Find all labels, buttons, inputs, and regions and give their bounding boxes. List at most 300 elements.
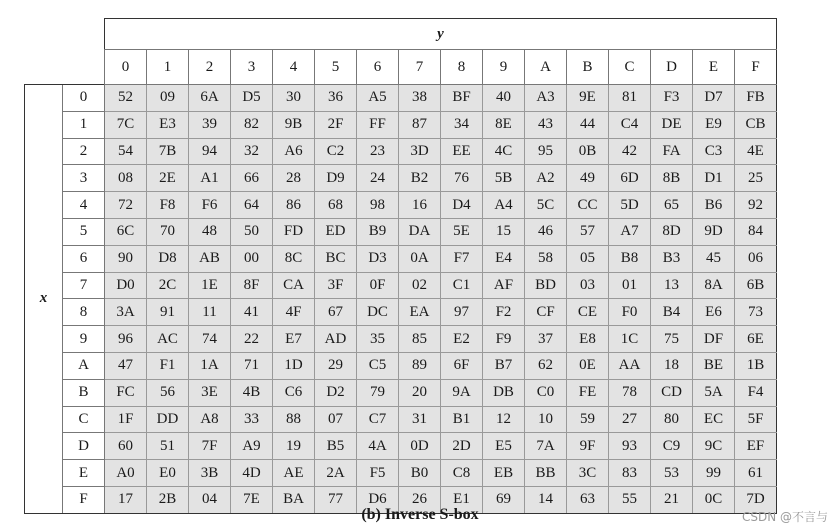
sbox-cell: F2 [483,299,525,326]
sbox-cell: 2E [147,165,189,192]
sbox-cell: FC [105,379,147,406]
sbox-cell: 3B [189,460,231,487]
sbox-cell: BA [273,486,315,513]
sbox-cell: 02 [399,272,441,299]
sbox-cell: 2D [441,433,483,460]
column-header: 9 [483,50,525,85]
sbox-cell: DF [693,326,735,353]
sbox-cell: 99 [693,460,735,487]
sbox-cell: 1C [609,326,651,353]
sbox-cell: 19 [273,433,315,460]
column-header: E [693,50,735,85]
sbox-cell: 84 [735,218,777,245]
sbox-cell: 41 [231,299,273,326]
row-header: 4 [63,192,105,219]
sbox-cell: 3D [399,138,441,165]
sbox-cell: B1 [441,406,483,433]
sbox-cell: 43 [525,111,567,138]
sbox-cell: D2 [315,379,357,406]
table-row [25,433,777,460]
sbox-cell: 9E [567,85,609,112]
sbox-cell: FD [273,218,315,245]
sbox-cell: EA [399,299,441,326]
sbox-cell: B3 [651,245,693,272]
sbox-cell: FB [735,85,777,112]
table-row [25,245,777,272]
sbox-cell: CB [735,111,777,138]
sbox-cell: BF [441,85,483,112]
table-row [25,192,777,219]
sbox-cell: 86 [273,192,315,219]
sbox-cell: C6 [273,379,315,406]
table-row [25,272,777,299]
sbox-cell: C3 [693,138,735,165]
sbox-cell: 21 [651,486,693,513]
sbox-cell: AB [189,245,231,272]
sbox-cell: 05 [567,245,609,272]
sbox-cell: F5 [357,460,399,487]
sbox-cell: 94 [189,138,231,165]
table-row [25,352,777,379]
sbox-cell: 2F [315,111,357,138]
sbox-cell: 22 [231,326,273,353]
sbox-cell: C5 [357,352,399,379]
table-row [25,460,777,487]
sbox-cell: 5E [441,218,483,245]
column-header: D [651,50,693,85]
sbox-cell: 1B [735,352,777,379]
sbox-cell: D4 [441,192,483,219]
sbox-cell: B9 [357,218,399,245]
sbox-cell: F0 [609,299,651,326]
sbox-cell: 5A [693,379,735,406]
sbox-cell: BE [693,352,735,379]
sbox-cell: 3C [567,460,609,487]
sbox-cell: 1F [105,406,147,433]
sbox-cell: 93 [609,433,651,460]
sbox-cell: DA [399,218,441,245]
sbox-cell: 53 [651,460,693,487]
sbox-cell: EF [735,433,777,460]
sbox-cell: A7 [609,218,651,245]
sbox-cell: 00 [231,245,273,272]
sbox-cell: 97 [441,299,483,326]
sbox-cell: 28 [273,165,315,192]
sbox-cell: 25 [735,165,777,192]
sbox-cell: D8 [147,245,189,272]
sbox-cell: CA [273,272,315,299]
sbox-cell: 16 [399,192,441,219]
sbox-cell: 8E [483,111,525,138]
sbox-cell: 36 [315,85,357,112]
sbox-cell: 82 [231,111,273,138]
sbox-cell: 61 [735,460,777,487]
sbox-cell: A2 [525,165,567,192]
sbox-cell: DB [483,379,525,406]
sbox-cell: A4 [483,192,525,219]
sbox-cell: C9 [651,433,693,460]
sbox-cell: FA [651,138,693,165]
sbox-cell: 83 [609,460,651,487]
sbox-cell: 64 [231,192,273,219]
sbox-cell: 8A [693,272,735,299]
sbox-cell: D7 [693,85,735,112]
sbox-cell: 85 [399,326,441,353]
sbox-cell: 2A [315,460,357,487]
sbox-cell: 56 [147,379,189,406]
sbox-cell: 3F [315,272,357,299]
y-axis-label: y [105,19,777,50]
sbox-cell: 80 [651,406,693,433]
sbox-cell: E3 [147,111,189,138]
column-header: B [567,50,609,85]
sbox-cell: 74 [189,326,231,353]
row-header: 0 [63,85,105,112]
column-header: 3 [231,50,273,85]
sbox-cell: AD [315,326,357,353]
sbox-cell: 40 [483,85,525,112]
sbox-cell: 9C [693,433,735,460]
sbox-cell: 09 [147,85,189,112]
sbox-cell: FF [357,111,399,138]
inverse-sbox-table [24,18,777,514]
column-header: F [735,50,777,85]
sbox-cell: F1 [147,352,189,379]
sbox-cell: 3E [189,379,231,406]
sbox-cell: A6 [273,138,315,165]
sbox-cell: 20 [399,379,441,406]
sbox-cell: 24 [357,165,399,192]
sbox-cell: 88 [273,406,315,433]
sbox-cell: 0A [399,245,441,272]
sbox-cell: 0E [567,352,609,379]
column-header: 2 [189,50,231,85]
sbox-cell: 68 [315,192,357,219]
sbox-cell: 4B [231,379,273,406]
sbox-cell: E2 [441,326,483,353]
sbox-cell: 9B [273,111,315,138]
sbox-cell: AE [273,460,315,487]
row-header: 6 [63,245,105,272]
sbox-cell: 47 [105,352,147,379]
sbox-cell: CF [525,299,567,326]
sbox-cell: BB [525,460,567,487]
sbox-cell: 46 [525,218,567,245]
sbox-cell: DE [651,111,693,138]
sbox-cell: 48 [189,218,231,245]
sbox-cell: 5F [735,406,777,433]
sbox-cell: D9 [315,165,357,192]
sbox-cell: 7C [105,111,147,138]
table-row [25,299,777,326]
sbox-cell: 5C [525,192,567,219]
sbox-cell: 51 [147,433,189,460]
sbox-cell: 38 [399,85,441,112]
sbox-cell: 9D [693,218,735,245]
sbox-cell: CC [567,192,609,219]
sbox-cell: B7 [483,352,525,379]
sbox-cell: 6F [441,352,483,379]
column-header: 8 [441,50,483,85]
sbox-cell: 6E [735,326,777,353]
sbox-cell: 75 [651,326,693,353]
sbox-cell: 12 [483,406,525,433]
table-caption: (b) Inverse S-box [361,506,479,523]
sbox-cell: B6 [693,192,735,219]
sbox-cell: 70 [147,218,189,245]
sbox-cell: E5 [483,433,525,460]
sbox-cell: 29 [315,352,357,379]
sbox-cell: 8C [273,245,315,272]
sbox-cell: A5 [357,85,399,112]
sbox-cell: B5 [315,433,357,460]
sbox-cell: 6C [105,218,147,245]
sbox-cell: 91 [147,299,189,326]
sbox-cell: D6 [357,486,399,513]
sbox-cell: 96 [105,326,147,353]
sbox-cell: 1D [273,352,315,379]
column-header: A [525,50,567,85]
sbox-cell: 37 [525,326,567,353]
sbox-cell: 60 [105,433,147,460]
sbox-cell: 44 [567,111,609,138]
sbox-cell: D1 [693,165,735,192]
sbox-cell: C7 [357,406,399,433]
sbox-cell: B8 [609,245,651,272]
watermark: CSDN @不言与 [741,510,828,524]
row-header: B [63,379,105,406]
sbox-cell: BC [315,245,357,272]
sbox-cell: 92 [735,192,777,219]
sbox-cell: 49 [567,165,609,192]
sbox-cell: D3 [357,245,399,272]
sbox-cell: C1 [441,272,483,299]
row-header: 7 [63,272,105,299]
sbox-cell: CE [567,299,609,326]
column-header: C [609,50,651,85]
sbox-cell: 7D [735,486,777,513]
sbox-cell: AA [609,352,651,379]
column-header: 6 [357,50,399,85]
row-header: 9 [63,326,105,353]
sbox-cell: C4 [609,111,651,138]
sbox-cell: 8F [231,272,273,299]
table-row [25,326,777,353]
sbox-cell: BD [525,272,567,299]
table-row [25,218,777,245]
sbox-cell: 65 [651,192,693,219]
sbox-cell: 4A [357,433,399,460]
sbox-cell: 32 [231,138,273,165]
sbox-cell: 7B [147,138,189,165]
sbox-cell: 34 [441,111,483,138]
row-header: F [63,486,105,513]
sbox-cell: 3A [105,299,147,326]
column-header: 4 [273,50,315,85]
sbox-cell: 9F [567,433,609,460]
sbox-cell: EB [483,460,525,487]
table-row [25,85,777,112]
sbox-cell: 39 [189,111,231,138]
sbox-cell: A3 [525,85,567,112]
row-header: C [63,406,105,433]
sbox-cell: 9A [441,379,483,406]
row-header: E [63,460,105,487]
row-header: 2 [63,138,105,165]
sbox-cell: F4 [735,379,777,406]
sbox-cell: 59 [567,406,609,433]
row-header: 1 [63,111,105,138]
sbox-cell: 98 [357,192,399,219]
sbox-cell: 55 [609,486,651,513]
sbox-cell: 69 [483,486,525,513]
table-row [25,111,777,138]
sbox-cell: F6 [189,192,231,219]
sbox-cell: 71 [231,352,273,379]
sbox-cell: E9 [693,111,735,138]
sbox-cell: 78 [609,379,651,406]
sbox-cell: F7 [441,245,483,272]
sbox-cell: 04 [189,486,231,513]
sbox-cell: A9 [231,433,273,460]
sbox-cell: 4C [483,138,525,165]
table-row [25,406,777,433]
sbox-cell: 0C [693,486,735,513]
x-axis-label: x [25,85,63,514]
sbox-cell: E6 [693,299,735,326]
sbox-cell: B0 [399,460,441,487]
sbox-cell: 66 [231,165,273,192]
sbox-cell: 52 [105,85,147,112]
sbox-cell: 90 [105,245,147,272]
row-header: A [63,352,105,379]
sbox-cell: 07 [315,406,357,433]
sbox-cell: 42 [609,138,651,165]
row-header: 3 [63,165,105,192]
sbox-cell: EC [693,406,735,433]
sbox-cell: B2 [399,165,441,192]
sbox-cell: 03 [567,272,609,299]
sbox-cell: 6B [735,272,777,299]
sbox-cell: F3 [651,85,693,112]
sbox-cell: 08 [105,165,147,192]
sbox-cell: F8 [147,192,189,219]
sbox-cell: 31 [399,406,441,433]
sbox-cell: DC [357,299,399,326]
sbox-cell: 58 [525,245,567,272]
sbox-cell: C2 [315,138,357,165]
sbox-cell: AF [483,272,525,299]
table-row [25,379,777,406]
sbox-cell: FE [567,379,609,406]
sbox-cell: 14 [525,486,567,513]
sbox-cell: 4D [231,460,273,487]
sbox-cell: 87 [399,111,441,138]
sbox-cell: A0 [105,460,147,487]
sbox-cell: CD [651,379,693,406]
sbox-cell: 54 [105,138,147,165]
sbox-cell: 2C [147,272,189,299]
row-header: D [63,433,105,460]
column-header: 5 [315,50,357,85]
sbox-cell: 01 [609,272,651,299]
sbox-cell: E1 [441,486,483,513]
sbox-cell: 18 [651,352,693,379]
sbox-cell: D5 [231,85,273,112]
sbox-cell: 1A [189,352,231,379]
sbox-cell: ED [315,218,357,245]
sbox-cell: E7 [273,326,315,353]
sbox-cell: 63 [567,486,609,513]
sbox-cell: 35 [357,326,399,353]
sbox-cell: 8D [651,218,693,245]
sbox-cell: 0B [567,138,609,165]
sbox-cell: 5B [483,165,525,192]
sbox-cell: 57 [567,218,609,245]
table-row [25,138,777,165]
sbox-cell: 76 [441,165,483,192]
sbox-cell: 13 [651,272,693,299]
sbox-cell: B4 [651,299,693,326]
sbox-cell: A1 [189,165,231,192]
sbox-cell: 23 [357,138,399,165]
sbox-cell: C0 [525,379,567,406]
sbox-cell: 4F [273,299,315,326]
sbox-cell: 67 [315,299,357,326]
table-row [25,165,777,192]
sbox-cell: DD [147,406,189,433]
sbox-cell: 73 [735,299,777,326]
sbox-cell: E4 [483,245,525,272]
sbox-cell: D0 [105,272,147,299]
sbox-cell: 95 [525,138,567,165]
sbox-cell: 27 [609,406,651,433]
sbox-cell: 8B [651,165,693,192]
column-header: 7 [399,50,441,85]
column-header: 0 [105,50,147,85]
sbox-cell: 33 [231,406,273,433]
sbox-cell: 0F [357,272,399,299]
sbox-cell: 30 [273,85,315,112]
sbox-cell: 89 [399,352,441,379]
sbox-cell: 72 [105,192,147,219]
sbox-cell: 2B [147,486,189,513]
sbox-cell: 6A [189,85,231,112]
sbox-cell: 62 [525,352,567,379]
sbox-cell: 50 [231,218,273,245]
sbox-cell: 15 [483,218,525,245]
sbox-cell: 5D [609,192,651,219]
sbox-cell: 1E [189,272,231,299]
sbox-cell: 17 [105,486,147,513]
column-header: 1 [147,50,189,85]
sbox-cell: 45 [693,245,735,272]
sbox-cell: 7A [525,433,567,460]
row-header: 8 [63,299,105,326]
sbox-cell: 11 [189,299,231,326]
sbox-cell: 6D [609,165,651,192]
sbox-cell: 77 [315,486,357,513]
sbox-cell: 06 [735,245,777,272]
sbox-cell: 7F [189,433,231,460]
sbox-cell: E8 [567,326,609,353]
sbox-cell: F9 [483,326,525,353]
sbox-cell: 81 [609,85,651,112]
sbox-cell: 79 [357,379,399,406]
sbox-cell: 7E [231,486,273,513]
sbox-cell: EE [441,138,483,165]
sbox-cell: AC [147,326,189,353]
